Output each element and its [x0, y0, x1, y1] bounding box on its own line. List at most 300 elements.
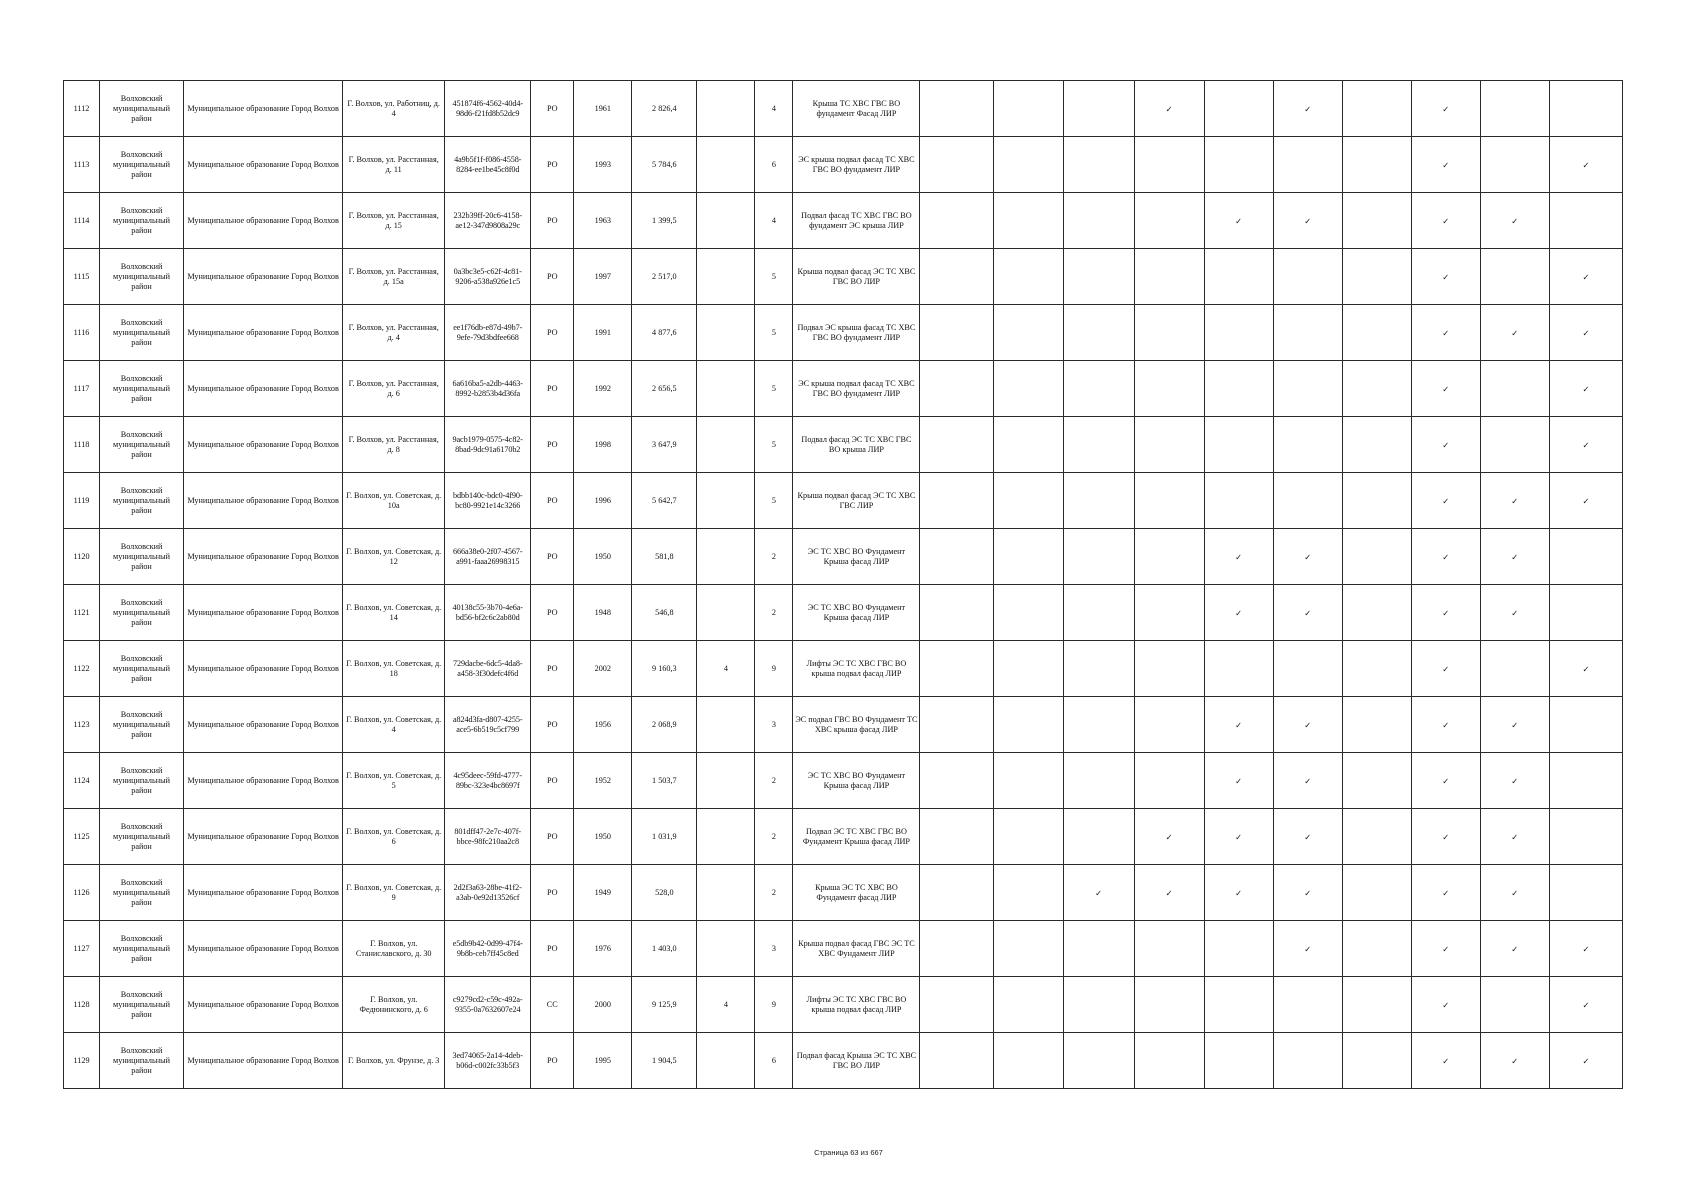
checkmark-icon: ✓: [1511, 495, 1519, 506]
check-cell: [1204, 473, 1273, 529]
district-cell: Волховский муниципальный район: [100, 193, 184, 249]
check-cell: [1549, 473, 1622, 529]
ownership-form-cell: РО: [531, 809, 574, 865]
check-cell: [1273, 81, 1342, 137]
area-cell: 2 656,5: [632, 361, 697, 417]
works-list-cell: Лифты ЭС ТС ХВС ГВС ВО крыша подвал фасад ЛИР: [793, 641, 920, 697]
guid-cell: bdbb140c-bdc0-4f90-bc80-9921e14c3266: [445, 473, 531, 529]
check-cell: [993, 1033, 1063, 1089]
check-cell: [1204, 1033, 1273, 1089]
check-cell: [1063, 641, 1134, 697]
row-number: 1112: [64, 81, 100, 137]
check-cell: [1480, 249, 1549, 305]
check-cell: [920, 809, 993, 865]
check-cell: [1549, 249, 1622, 305]
lifts-count-cell: 4: [697, 641, 755, 697]
checkmark-icon: ✓: [1304, 775, 1312, 786]
check-cell: [1342, 697, 1411, 753]
municipality-cell: Муниципальное образование Город Волхов: [184, 529, 343, 585]
check-cell: [1411, 529, 1480, 585]
check-cell: [1549, 697, 1622, 753]
check-cell: [920, 641, 993, 697]
year-cell: 1993: [574, 137, 632, 193]
works-list-cell: ЭС крыша подвал фасад ТС ХВС ГВС ВО фундамент ЛИР: [793, 361, 920, 417]
lifts-count-cell: [697, 137, 755, 193]
checkmark-icon: ✓: [1582, 943, 1590, 954]
table-row: [64, 529, 1623, 585]
table-row: [64, 641, 1623, 697]
works-list-cell: Крыша подвал фасад ГВС ЭС ТС ХВС Фундамент ЛИР: [793, 921, 920, 977]
check-cell: [1480, 921, 1549, 977]
check-cell: [1063, 1033, 1134, 1089]
check-cell: [1273, 977, 1342, 1033]
municipality-cell: Муниципальное образование Город Волхов: [184, 753, 343, 809]
check-cell: [993, 585, 1063, 641]
checkmark-icon: ✓: [1235, 551, 1243, 562]
checkmark-icon: ✓: [1442, 103, 1450, 114]
check-cell: [1480, 753, 1549, 809]
checkmark-icon: ✓: [1235, 887, 1243, 898]
year-cell: 1976: [574, 921, 632, 977]
check-cell: [1204, 697, 1273, 753]
check-cell: [1411, 921, 1480, 977]
checkmark-icon: ✓: [1442, 719, 1450, 730]
checkmark-icon: ✓: [1442, 215, 1450, 226]
checkmark-icon: ✓: [1165, 103, 1173, 114]
check-cell: [920, 921, 993, 977]
year-cell: 1950: [574, 809, 632, 865]
check-cell: [993, 809, 1063, 865]
floors-cell: 6: [755, 1033, 793, 1089]
check-cell: [920, 977, 993, 1033]
area-cell: 1 403,0: [632, 921, 697, 977]
lifts-count-cell: [697, 1033, 755, 1089]
ownership-form-cell: РО: [531, 81, 574, 137]
table-row: [64, 473, 1623, 529]
check-cell: [1342, 529, 1411, 585]
check-cell: [1063, 417, 1134, 473]
address-cell: Г. Волхов, ул. Расстанная, д. 11: [343, 137, 445, 193]
check-cell: [1480, 81, 1549, 137]
ownership-form-cell: РО: [531, 305, 574, 361]
checkmark-icon: ✓: [1582, 439, 1590, 450]
check-cell: [1134, 473, 1204, 529]
year-cell: 2002: [574, 641, 632, 697]
check-cell: [1134, 529, 1204, 585]
floors-cell: 2: [755, 585, 793, 641]
checkmark-icon: ✓: [1442, 383, 1450, 394]
check-cell: [1134, 305, 1204, 361]
year-cell: 1963: [574, 193, 632, 249]
address-cell: Г. Волхов, ул. Расстанная, д. 15а: [343, 249, 445, 305]
checkmark-icon: ✓: [1511, 215, 1519, 226]
row-number: 1127: [64, 921, 100, 977]
check-cell: [993, 305, 1063, 361]
municipality-cell: Муниципальное образование Город Волхов: [184, 137, 343, 193]
checkmark-icon: ✓: [1442, 663, 1450, 674]
check-cell: [1273, 753, 1342, 809]
check-cell: [1480, 865, 1549, 921]
district-cell: Волховский муниципальный район: [100, 417, 184, 473]
checkmark-icon: ✓: [1511, 943, 1519, 954]
works-list-cell: ЭС ТС ХВС ВО Фундамент Крыша фасад ЛИР: [793, 585, 920, 641]
district-cell: Волховский муниципальный район: [100, 977, 184, 1033]
check-cell: [1063, 585, 1134, 641]
check-cell: [1342, 809, 1411, 865]
guid-cell: 6a616ba5-a2db-4463-8992-b2853b4d36fa: [445, 361, 531, 417]
check-cell: [1480, 417, 1549, 473]
check-cell: [1273, 137, 1342, 193]
check-cell: [1204, 865, 1273, 921]
table-row: [64, 305, 1623, 361]
year-cell: 1991: [574, 305, 632, 361]
check-cell: [1273, 865, 1342, 921]
check-cell: [1204, 921, 1273, 977]
area-cell: 5 642,7: [632, 473, 697, 529]
lifts-count-cell: [697, 753, 755, 809]
check-cell: [1480, 977, 1549, 1033]
floors-cell: 5: [755, 361, 793, 417]
table-row: [64, 81, 1623, 137]
check-cell: [993, 249, 1063, 305]
check-cell: [1273, 361, 1342, 417]
check-cell: [1063, 81, 1134, 137]
lifts-count-cell: [697, 585, 755, 641]
checkmark-icon: ✓: [1304, 831, 1312, 842]
check-cell: [1063, 977, 1134, 1033]
floors-cell: 2: [755, 529, 793, 585]
address-cell: Г. Волхов, ул. Советская, д. 14: [343, 585, 445, 641]
check-cell: [920, 865, 993, 921]
address-cell: Г. Волхов, ул. Советская, д. 10а: [343, 473, 445, 529]
checkmark-icon: ✓: [1582, 383, 1590, 394]
year-cell: 1998: [574, 417, 632, 473]
guid-cell: 40138c55-3b70-4e6a-bd56-bf2c6c2ab80d: [445, 585, 531, 641]
ownership-form-cell: РО: [531, 585, 574, 641]
check-cell: [1134, 249, 1204, 305]
works-list-cell: Подвал ЭС крыша фасад ТС ХВС ГВС ВО фундамент ЛИР: [793, 305, 920, 361]
address-cell: Г. Волхов, ул. Фрунзе, д. 3: [343, 1033, 445, 1089]
check-cell: [993, 697, 1063, 753]
row-number: 1122: [64, 641, 100, 697]
row-number: 1124: [64, 753, 100, 809]
floors-cell: 2: [755, 865, 793, 921]
row-number: 1115: [64, 249, 100, 305]
lifts-count-cell: [697, 305, 755, 361]
table-row: [64, 697, 1623, 753]
check-cell: [1134, 697, 1204, 753]
guid-cell: 801dff47-2e7c-407f-bbce-98fc210aa2c8: [445, 809, 531, 865]
district-cell: Волховский муниципальный район: [100, 249, 184, 305]
municipality-cell: Муниципальное образование Город Волхов: [184, 977, 343, 1033]
check-cell: [1134, 193, 1204, 249]
works-list-cell: Крыша ТС ХВС ГВС ВО фундамент Фасад ЛИР: [793, 81, 920, 137]
works-list-cell: Крыша ЭС ТС ХВС ВО Фундамент фасад ЛИР: [793, 865, 920, 921]
checkmark-icon: ✓: [1235, 215, 1243, 226]
table-row: [64, 137, 1623, 193]
check-cell: [1549, 585, 1622, 641]
municipality-cell: Муниципальное образование Город Волхов: [184, 417, 343, 473]
check-cell: [1549, 417, 1622, 473]
area-cell: 528,0: [632, 865, 697, 921]
works-list-cell: ЭС ТС ХВС ВО Фундамент Крыша фасад ЛИР: [793, 753, 920, 809]
check-cell: [1204, 977, 1273, 1033]
row-number: 1123: [64, 697, 100, 753]
check-cell: [1063, 753, 1134, 809]
row-number: 1118: [64, 417, 100, 473]
district-cell: Волховский муниципальный район: [100, 137, 184, 193]
check-cell: [1273, 305, 1342, 361]
lifts-count-cell: [697, 809, 755, 865]
works-list-cell: ЭС крыша подвал фасад ТС ХВС ГВС ВО фундамент ЛИР: [793, 137, 920, 193]
year-cell: 1952: [574, 753, 632, 809]
check-cell: [1549, 529, 1622, 585]
ownership-form-cell: РО: [531, 865, 574, 921]
checkmark-icon: ✓: [1511, 887, 1519, 898]
district-cell: Волховский муниципальный район: [100, 753, 184, 809]
check-cell: [1204, 361, 1273, 417]
checkmark-icon: ✓: [1304, 215, 1312, 226]
check-cell: [1134, 921, 1204, 977]
table-body: [64, 81, 1623, 1089]
check-cell: [1480, 529, 1549, 585]
lifts-count-cell: [697, 921, 755, 977]
check-cell: [1063, 361, 1134, 417]
check-cell: [1411, 865, 1480, 921]
checkmark-icon: ✓: [1165, 831, 1173, 842]
checkmark-icon: ✓: [1442, 439, 1450, 450]
check-cell: [1204, 81, 1273, 137]
table-row: [64, 921, 1623, 977]
guid-cell: ee1f76db-e87d-49b7-9efe-79d3bdfee668: [445, 305, 531, 361]
housing-register-table: [63, 80, 1623, 1089]
floors-cell: 5: [755, 473, 793, 529]
table-row: [64, 1033, 1623, 1089]
check-cell: [993, 753, 1063, 809]
floors-cell: 9: [755, 641, 793, 697]
row-number: 1128: [64, 977, 100, 1033]
floors-cell: 9: [755, 977, 793, 1033]
checkmark-icon: ✓: [1235, 719, 1243, 730]
year-cell: 1997: [574, 249, 632, 305]
area-cell: 1 503,7: [632, 753, 697, 809]
check-cell: [1342, 417, 1411, 473]
checkmark-icon: ✓: [1582, 159, 1590, 170]
check-cell: [1273, 1033, 1342, 1089]
check-cell: [1549, 81, 1622, 137]
floors-cell: 6: [755, 137, 793, 193]
address-cell: Г. Волхов, ул. Советская, д. 18: [343, 641, 445, 697]
check-cell: [1480, 809, 1549, 865]
check-cell: [1342, 361, 1411, 417]
check-cell: [1204, 529, 1273, 585]
check-cell: [1273, 249, 1342, 305]
district-cell: Волховский муниципальный район: [100, 921, 184, 977]
checkmark-icon: ✓: [1304, 943, 1312, 954]
address-cell: Г. Волхов, ул. Расстанная, д. 4: [343, 305, 445, 361]
municipality-cell: Муниципальное образование Город Волхов: [184, 697, 343, 753]
address-cell: Г. Волхов, ул. Советская, д. 9: [343, 865, 445, 921]
check-cell: [1411, 697, 1480, 753]
district-cell: Волховский муниципальный район: [100, 865, 184, 921]
check-cell: [1411, 417, 1480, 473]
year-cell: 1948: [574, 585, 632, 641]
area-cell: 1 399,5: [632, 193, 697, 249]
check-cell: [1480, 1033, 1549, 1089]
works-list-cell: Подвал фасад Крыша ЭС ТС ХВС ГВС ВО ЛИР: [793, 1033, 920, 1089]
guid-cell: 3ed74065-2a14-4deb-b06d-c002fc33b5f3: [445, 1033, 531, 1089]
checkmark-icon: ✓: [1165, 887, 1173, 898]
checkmark-icon: ✓: [1511, 1055, 1519, 1066]
checkmark-icon: ✓: [1304, 103, 1312, 114]
check-cell: [1480, 361, 1549, 417]
ownership-form-cell: РО: [531, 1033, 574, 1089]
ownership-form-cell: РО: [531, 417, 574, 473]
municipality-cell: Муниципальное образование Город Волхов: [184, 921, 343, 977]
ownership-form-cell: РО: [531, 529, 574, 585]
guid-cell: 451874f6-4562-40d4-98d6-f21fd8b52dc9: [445, 81, 531, 137]
check-cell: [1342, 81, 1411, 137]
floors-cell: 4: [755, 81, 793, 137]
year-cell: 1950: [574, 529, 632, 585]
guid-cell: 0a3bc3e5-c62f-4c81-9206-a538a926e1c5: [445, 249, 531, 305]
check-cell: [1411, 137, 1480, 193]
check-cell: [1134, 1033, 1204, 1089]
check-cell: [920, 473, 993, 529]
check-cell: [1549, 753, 1622, 809]
check-cell: [1411, 641, 1480, 697]
check-cell: [1273, 473, 1342, 529]
checkmark-icon: ✓: [1582, 663, 1590, 674]
guid-cell: 9acb1979-0575-4c82-8bad-9dc91a6170b2: [445, 417, 531, 473]
floors-cell: 2: [755, 809, 793, 865]
row-number: 1126: [64, 865, 100, 921]
table-row: [64, 865, 1623, 921]
check-cell: [993, 137, 1063, 193]
ownership-form-cell: СС: [531, 977, 574, 1033]
checkmark-icon: ✓: [1442, 831, 1450, 842]
row-number: 1114: [64, 193, 100, 249]
checkmark-icon: ✓: [1511, 551, 1519, 562]
area-cell: 546,8: [632, 585, 697, 641]
check-cell: [1134, 585, 1204, 641]
checkmark-icon: ✓: [1582, 1055, 1590, 1066]
district-cell: Волховский муниципальный район: [100, 81, 184, 137]
table-row: [64, 977, 1623, 1033]
checkmark-icon: ✓: [1442, 327, 1450, 338]
check-cell: [993, 361, 1063, 417]
works-list-cell: Крыша подвал фасад ЭС ТС ХВС ГВС ВО ЛИР: [793, 249, 920, 305]
checkmark-icon: ✓: [1095, 887, 1102, 898]
check-cell: [993, 977, 1063, 1033]
check-cell: [1134, 753, 1204, 809]
check-cell: [1549, 361, 1622, 417]
check-cell: [1342, 865, 1411, 921]
area-cell: 9 125,9: [632, 977, 697, 1033]
check-cell: [1204, 585, 1273, 641]
check-cell: [920, 81, 993, 137]
works-list-cell: ЭС подвал ГВС ВО Фундамент ТС ХВС крыша фасад ЛИР: [793, 697, 920, 753]
area-cell: 9 160,3: [632, 641, 697, 697]
check-cell: [1134, 641, 1204, 697]
check-cell: [1480, 641, 1549, 697]
check-cell: [1342, 473, 1411, 529]
checkmark-icon: ✓: [1442, 887, 1450, 898]
row-number: 1129: [64, 1033, 100, 1089]
check-cell: [1342, 641, 1411, 697]
check-cell: [1411, 81, 1480, 137]
table-row: [64, 753, 1623, 809]
guid-cell: 4a9b5f1f-f086-4558-8284-ee1be45c8f0d: [445, 137, 531, 193]
check-cell: [993, 81, 1063, 137]
municipality-cell: Муниципальное образование Город Волхов: [184, 1033, 343, 1089]
guid-cell: e5db9b42-0d99-47f4-9b8b-ceb7ff45c8ed: [445, 921, 531, 977]
checkmark-icon: ✓: [1235, 775, 1243, 786]
checkmark-icon: ✓: [1442, 1055, 1450, 1066]
address-cell: Г. Волхов, ул. Советская, д. 4: [343, 697, 445, 753]
check-cell: [1411, 977, 1480, 1033]
checkmark-icon: ✓: [1442, 271, 1450, 282]
year-cell: 1995: [574, 1033, 632, 1089]
check-cell: [1342, 193, 1411, 249]
check-cell: [1342, 753, 1411, 809]
works-list-cell: ЭС ТС ХВС ВО Фундамент Крыша фасад ЛИР: [793, 529, 920, 585]
address-cell: Г. Волхов, ул. Расстанная, д. 8: [343, 417, 445, 473]
address-cell: Г. Волхов, ул. Расстанная, д. 15: [343, 193, 445, 249]
check-cell: [1273, 585, 1342, 641]
area-cell: 3 647,9: [632, 417, 697, 473]
checkmark-icon: ✓: [1582, 327, 1590, 338]
check-cell: [1549, 305, 1622, 361]
municipality-cell: Муниципальное образование Город Волхов: [184, 865, 343, 921]
checkmark-icon: ✓: [1235, 831, 1243, 842]
check-cell: [1063, 529, 1134, 585]
ownership-form-cell: РО: [531, 193, 574, 249]
municipality-cell: Муниципальное образование Город Волхов: [184, 585, 343, 641]
ownership-form-cell: РО: [531, 249, 574, 305]
area-cell: 4 877,6: [632, 305, 697, 361]
checkmark-icon: ✓: [1442, 159, 1450, 170]
check-cell: [920, 193, 993, 249]
checkmark-icon: ✓: [1582, 271, 1590, 282]
check-cell: [1134, 809, 1204, 865]
checkmark-icon: ✓: [1582, 999, 1590, 1010]
district-cell: Волховский муниципальный район: [100, 305, 184, 361]
address-cell: Г. Волхов, ул. Федюнинского, д. 6: [343, 977, 445, 1033]
district-cell: Волховский муниципальный район: [100, 697, 184, 753]
works-list-cell: Крыша подвал фасад ЭС ТС ХВС ГВС ЛИР: [793, 473, 920, 529]
check-cell: [1134, 865, 1204, 921]
check-cell: [993, 641, 1063, 697]
row-number: 1120: [64, 529, 100, 585]
checkmark-icon: ✓: [1511, 719, 1519, 730]
works-list-cell: Подвал фасад ТС ХВС ГВС ВО фундамент ЭС крыша ЛИР: [793, 193, 920, 249]
municipality-cell: Муниципальное образование Город Волхов: [184, 641, 343, 697]
lifts-count-cell: [697, 81, 755, 137]
check-cell: [993, 473, 1063, 529]
check-cell: [1549, 193, 1622, 249]
row-number: 1117: [64, 361, 100, 417]
row-number: 1125: [64, 809, 100, 865]
address-cell: Г. Волхов, ул. Советская, д. 5: [343, 753, 445, 809]
lifts-count-cell: [697, 249, 755, 305]
check-cell: [1342, 305, 1411, 361]
check-cell: [1204, 193, 1273, 249]
district-cell: Волховский муниципальный район: [100, 809, 184, 865]
check-cell: [1204, 417, 1273, 473]
area-cell: 2 826,4: [632, 81, 697, 137]
area-cell: 581,8: [632, 529, 697, 585]
